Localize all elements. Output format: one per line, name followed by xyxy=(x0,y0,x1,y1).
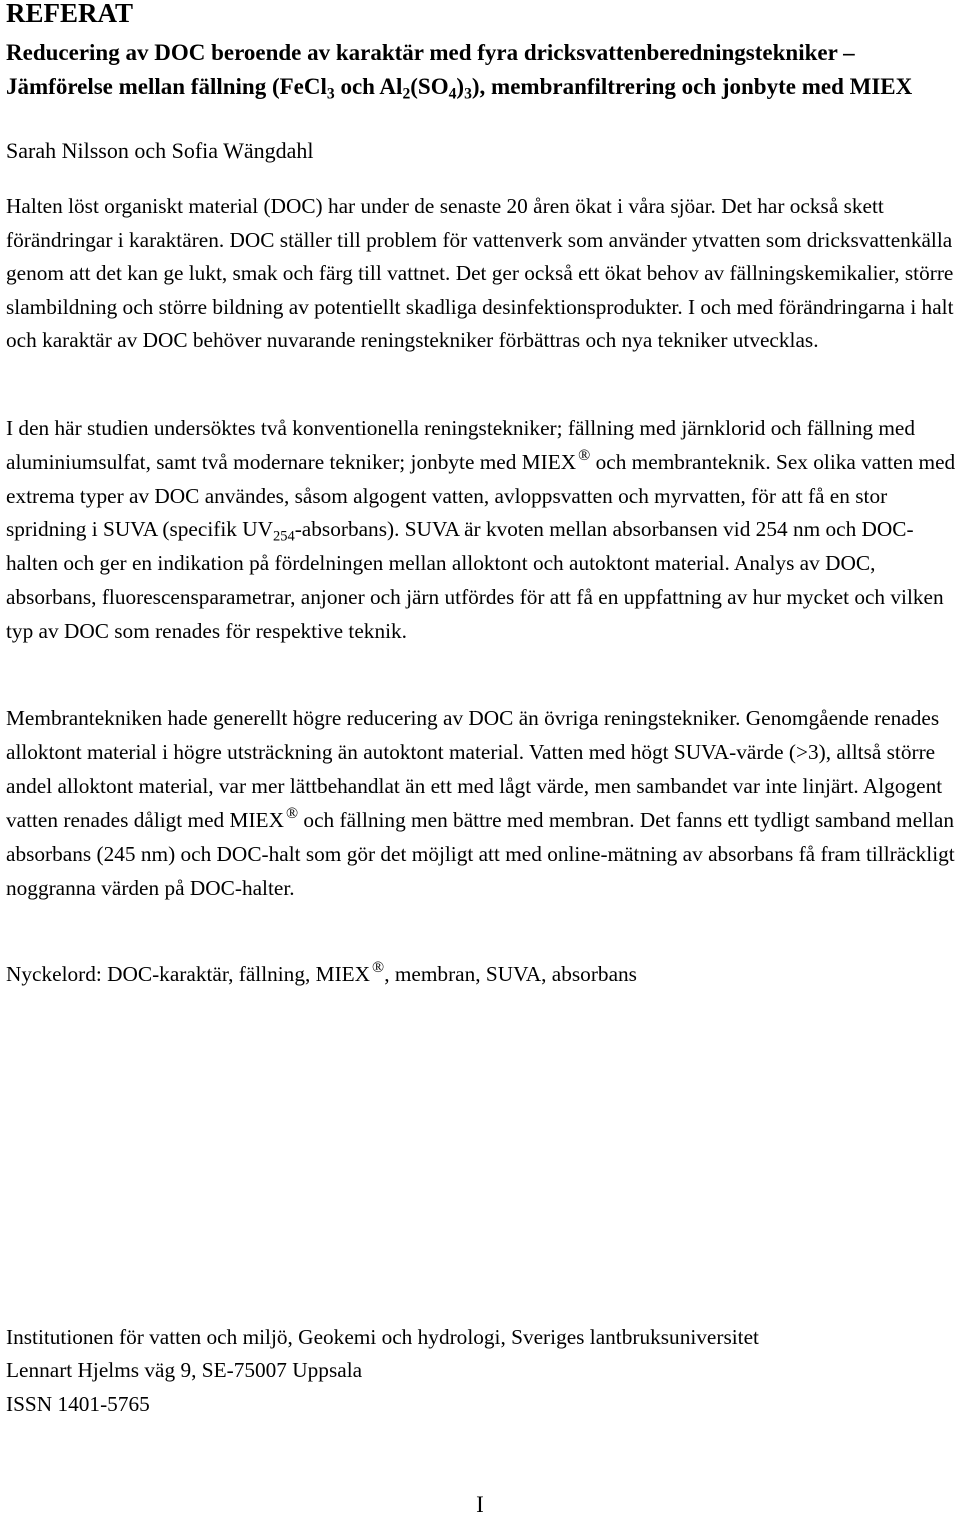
issn-line: ISSN 1401-5765 xyxy=(6,1392,150,1416)
paragraph-text: och fällning men bättre med membran. Det fanns ett tydligt samband mellan absorbans (245 nm) och DOC-halt som gör det möjligt att med online-mätning av absorbans få fram tillräckligt noggranna värden på DOC-halter. xyxy=(6,808,955,900)
title-text: (SO xyxy=(410,74,449,99)
section-heading: REFERAT xyxy=(6,0,134,28)
title-text: Reducering av DOC beroende av karaktär med fyra dricksvattenberedningstekniker – Jämförelse mellan fällning (FeCl xyxy=(6,40,855,99)
registered-trademark-symbol: ® xyxy=(285,805,299,823)
registered-trademark-symbol: ® xyxy=(372,959,385,977)
uv-wavelength-subscript: 254 xyxy=(273,528,295,545)
paragraph-text: och membranteknik. Sex olika vatten med extrema typer av DOC användes, såsom algogent vatten, avloppsvatten och myrvatten, för att få en stor spridning i SUVA (specifik UV xyxy=(6,449,956,542)
title-subscript: 4 xyxy=(448,85,457,103)
registered-trademark-symbol: ® xyxy=(578,447,591,465)
title-text: ), membranfiltrering och jonbyte med MIEX xyxy=(471,74,913,99)
title-text: ) xyxy=(456,74,465,99)
title-subscript: 2 xyxy=(402,85,411,103)
paragraph-text: -absorbans). SUVA är kvoten mellan absorbansen vid 254 nm och DOC-halten och ger en indikation på fördelningen mellan alloktont och autoktont material. Analys av DOC, absorbans, fluorescensparametrar, anjoner och järn utfördes för att få en uppfattning av hur mycket och vilken typ av DOC som renades för respektive teknik. xyxy=(6,517,944,643)
paragraph-text: I den här studien undersöktes två konventionella reningstekniker; fällning med järnklorid och fällning med aluminiumsulfat, samt två modernare tekniker; jonbyte med MIEX xyxy=(6,416,916,474)
abstract-paragraph-1: Halten löst organiskt material (DOC) har under de senaste 20 åren ökat i våra sjöar. Det har också skett förändringar i karaktären. DOC ställer till problem för vattenverk som använder ytvatten som dricksvattenkälla genom att det kan ge lukt, smak och färg till vattnet. Det ger också ett ökat behov av fällningskemikalier, större slambildning och större bildning av potentiellt skadliga desinfektionsprodukter. I och med förändringarna i halt och karaktär av DOC behöver nuvarande reningstekniker förbättras och nya tekniker utvecklas. xyxy=(6,194,954,352)
keywords-line xyxy=(6,958,958,992)
abstract-paragraph-2 xyxy=(6,412,958,649)
keywords-text: , membran, SUVA, absorbans xyxy=(384,962,637,986)
title-subscript: 3 xyxy=(326,85,335,103)
title-text: och Al xyxy=(334,74,403,99)
affiliation-institution: Institutionen för vatten och miljö, Geokemi och hydrologi, Sveriges lantbruksuniversitet xyxy=(6,1325,759,1349)
paragraph-text: Membrantekniken hade generellt högre reducering av DOC än övriga reningstekniker. Genomgående renades alloktont material i högre utsträckning än autoktont material. Vatten med högt SUVA-värde (>3), alltså större andel alloktont material, var mer lättbehandlat än ett med lågt värde, men sambandet var inte linjärt. Algogent vatten renades dåligt med MIEX xyxy=(6,706,943,832)
page-number: I xyxy=(476,1492,484,1517)
abstract-paragraph-3 xyxy=(6,701,958,905)
title-subscript: 3 xyxy=(464,85,472,103)
document-title xyxy=(6,36,958,104)
keywords-text: Nyckelord: DOC-karaktär, fällning, MIEX xyxy=(6,962,371,986)
authors-line: Sarah Nilsson och Sofia Wängdahl xyxy=(6,138,314,163)
affiliation-address: Lennart Hjelms väg 9, SE-75007 Uppsala xyxy=(6,1358,363,1382)
